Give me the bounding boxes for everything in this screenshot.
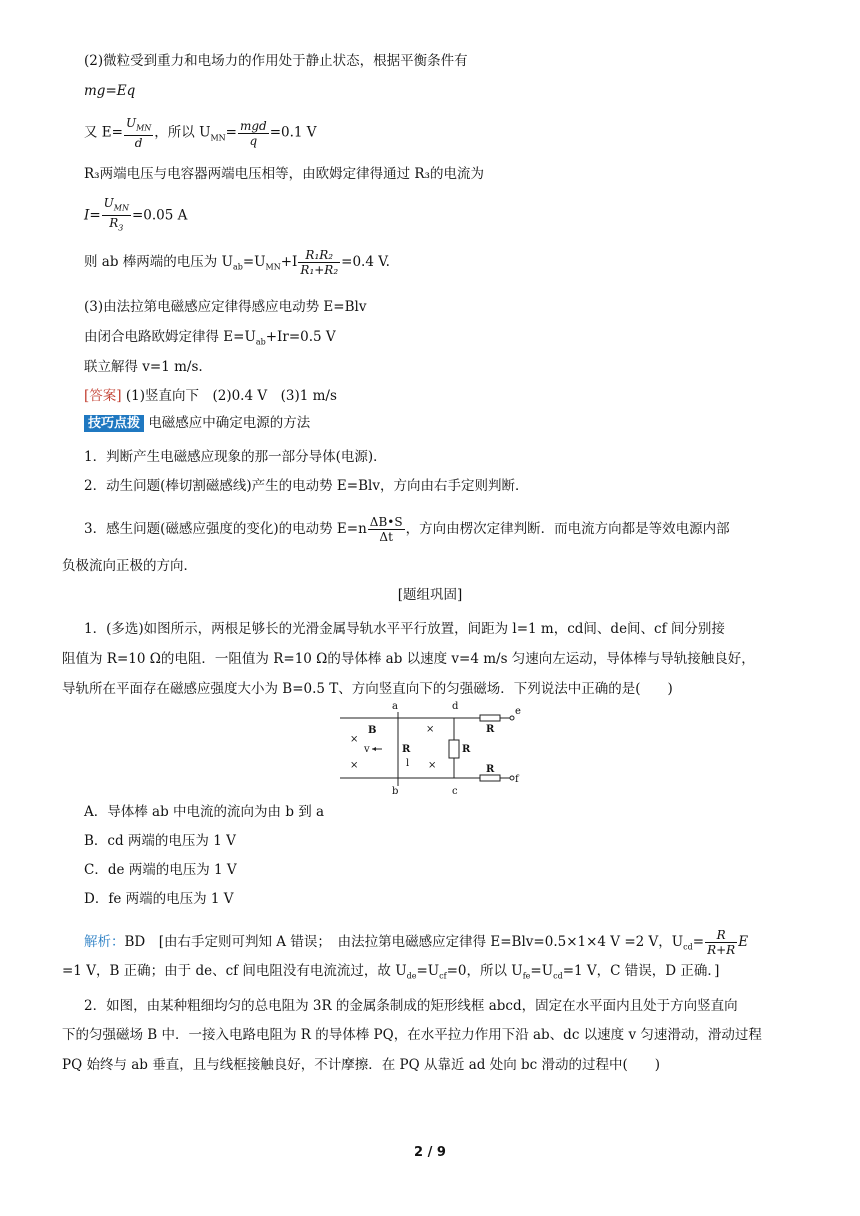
- line-r3-statement: R₃两端电压与电容器两端电压相等，由欧姆定律得通过 R₃的电流为: [84, 166, 484, 182]
- fraction-flux: $\frac{\Delta B•S}{\Delta t}$: [369, 515, 403, 544]
- q2-line-2: 下的匀强磁场 B 中．一接入电路电阻为 R 的导体棒 PQ，在水平拉力作用下沿 ab、dc 以速度 v 匀速滑动，滑动过程: [62, 1027, 762, 1043]
- line-mg-eq: mg=Eq: [84, 83, 136, 99]
- solution-label: 解析：: [84, 934, 125, 950]
- tip-3: 3．感生问题(磁感应强度的变化)的电动势 E=n $\frac{\Delta B•S}{\Delta t}$ ，方向由楞次定律判断．而电流方向都是等效电源内部: [84, 515, 730, 544]
- fraction-u: $\frac{\text{mgd}}{q}$: [239, 118, 267, 148]
- line-faraday: (3)由法拉第电磁感应定律得感应电动势 E=Blv: [84, 299, 367, 315]
- label-l: l: [406, 758, 410, 769]
- label-f: f: [515, 774, 519, 785]
- label-B: B: [368, 725, 377, 736]
- label-e: e: [515, 706, 521, 717]
- text: 又 E=: [84, 124, 123, 141]
- q2-line-3: PQ 始终与 ab 垂直，且与线框接触良好，不计摩擦．在 PQ 从靠近 ad 处向 bc 滑动的过程中( ): [62, 1057, 661, 1073]
- answer-text: (1)竖直向下 (2)0.4 V (3)1 m/s: [125, 388, 337, 404]
- line-2-intro: (2)微粒受到重力和电场力的作用处于静止状态，根据平衡条件有: [84, 53, 468, 69]
- tip-3-cont: 负极流向正极的方向．: [62, 558, 197, 574]
- cross-mark: ×: [426, 724, 435, 735]
- tip-badge: 技巧点拨: [84, 415, 144, 432]
- option-a: A．导体棒 ab 中电流的流向为由 b 到 a: [84, 804, 325, 820]
- option-d: D．fe 两端的电压为 1 V: [84, 891, 234, 907]
- fraction-e: $\frac{U_{MN}}{d}$: [125, 116, 152, 151]
- page-number: 2 / 9: [414, 1145, 446, 1160]
- tip-title: 电磁感应中确定电源的方法: [148, 415, 311, 431]
- label-R-bot: R: [486, 764, 495, 775]
- answer-label: [答案]: [84, 388, 122, 404]
- option-c: C．de 两端的电压为 1 V: [84, 862, 237, 878]
- section-title: [题组巩固]: [397, 587, 463, 603]
- label-d: d: [452, 701, 459, 712]
- q1-line-1: 1．(多选)如图所示，两根足够长的光滑金属导轨水平平行放置，间距为 l=1 m，cd间、de间、cf 间分别接: [84, 621, 725, 637]
- circuit-diagram: [340, 700, 540, 796]
- label-a: a: [392, 701, 398, 712]
- tip-2: 2．动生问题(棒切割磁感线)产生的电动势 E=Blv，方向由右手定则判断．: [84, 478, 529, 494]
- q2-line-1: 2．如图，由某种粗细均匀的总电阻为 3R 的金属条制成的矩形线框 abcd，固定在水平面内且处于方向竖直向: [84, 998, 738, 1014]
- label-R-top: R: [486, 724, 495, 735]
- tip-header: [84, 414, 310, 432]
- solution-line-1: 解析：BD [由右手定则可判知 A 错误； 由法拉第电磁感应定律得 E=Blv=0.5×1×4 V =2 V，$U_{cd}=$ $\frac{R}{R+R}$ E: [84, 928, 749, 957]
- label-R-mid: R: [462, 744, 471, 755]
- solution-line-2: =1 V，B 正确；由于 de、cf 间电阻没有电流流过，故 $U_{de}=U_{cf}=0$，所以 $U_{fe}=U_{cd}=1$ V，C 错误，D 正确．]: [62, 963, 720, 981]
- line-e-formula: 又 E= $\frac{U_{MN}}{d}$ ，所以 $U_{MN}=$ $\frac{\text{mgd}}{q}$ =0.1 V: [84, 116, 317, 151]
- label-b: b: [392, 786, 399, 796]
- line-ohm: 由闭合电路欧姆定律得 $E=U_{ab}+Ir=0.5$ V: [84, 329, 336, 347]
- q1-line-3: 导轨所在平面存在磁感应强度大小为 B=0.5 T、方向竖直向下的匀强磁场．下列说法中正确的是( ): [62, 681, 673, 697]
- line-uab-formula: 则 ab 棒两端的电压为 $U_{ab}=U_{MN}+I$ $\frac{\text{R₁R₂}}{\text{R₁+R₂}}$ =0.4 V.: [84, 248, 390, 277]
- tip-1: 1．判断产生电磁感应现象的那一部分导体(电源)．: [84, 449, 387, 465]
- fraction-ucd: $\frac{R}{R+R}$: [707, 928, 736, 957]
- line-i-formula: I= $\frac{U_{MN}}{R_3}$ =0.05 A: [84, 196, 187, 236]
- fraction-r: $\frac{\text{R₁R₂}}{\text{R₁+R₂}}$: [300, 248, 339, 277]
- fraction-i: $\frac{U_{MN}}{R_3}$: [103, 196, 129, 233]
- cross-mark: ×: [428, 760, 437, 771]
- option-b: B．cd 两端的电压为 1 V: [84, 833, 236, 849]
- label-R-rod: R: [402, 744, 411, 755]
- line-solve: 联立解得 v=1 m/s.: [84, 359, 203, 375]
- cross-mark: ×: [350, 760, 359, 771]
- answer-line: [84, 387, 337, 405]
- label-v: v: [364, 744, 370, 755]
- q1-line-2: 阻值为 R=10 Ω的电阻．一阻值为 R=10 Ω的导体棒 ab 以速度 v=4 m/s 匀速向左运动，导体棒与导轨接触良好，: [62, 651, 755, 667]
- cross-mark: ×: [350, 734, 359, 745]
- label-c: c: [452, 786, 458, 796]
